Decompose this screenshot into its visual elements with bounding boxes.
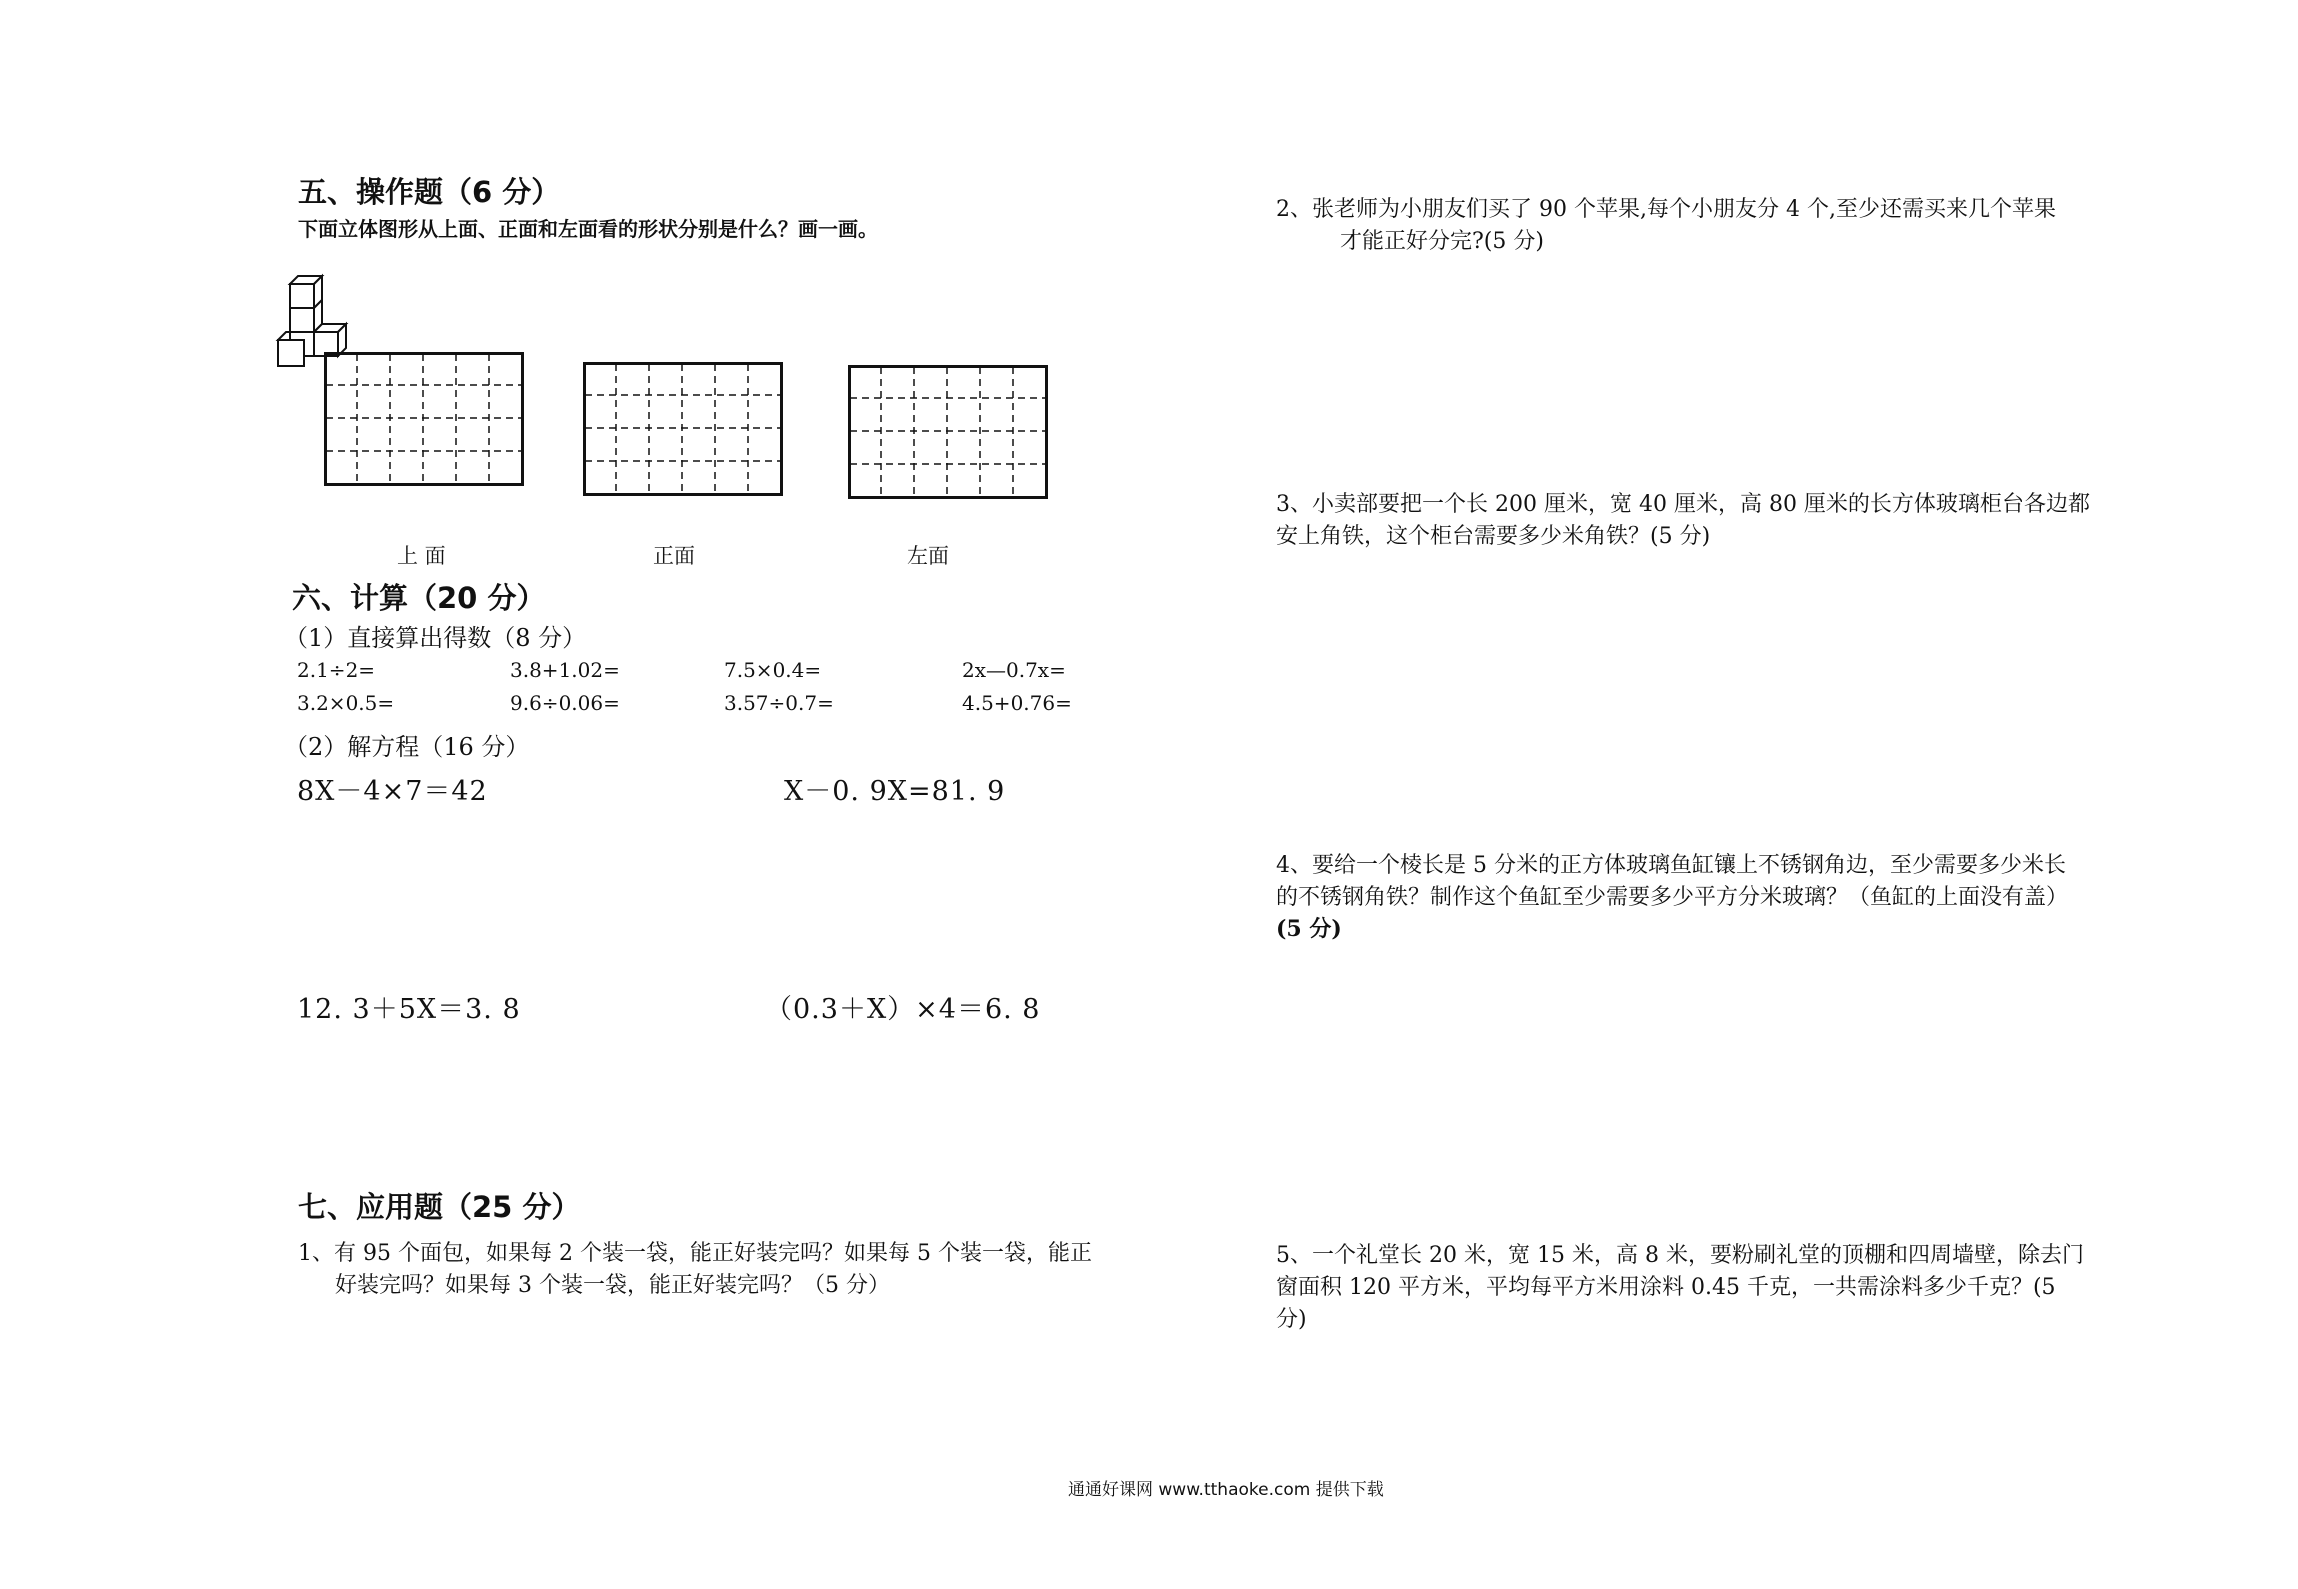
question-2-line: 才能正好分完?(5 分) xyxy=(1340,229,1544,254)
section7-heading: 七、应用题（25 分） xyxy=(298,1190,581,1224)
equation: 12. 3＋5X＝3. 8 xyxy=(297,994,521,1025)
section5-heading: 五、操作题（6 分） xyxy=(298,175,561,209)
footer-text: 通通好课网 www.tthaoke.com 提供下载 xyxy=(1068,1480,1384,1500)
section6-heading: 六、计算（20 分） xyxy=(292,581,546,615)
calc-item: 7.5×0.4= xyxy=(724,658,822,682)
question-5-line: 5、一个礼堂长 20 米，宽 15 米，高 8 米，要粉刷礼堂的顶棚和四周墙壁，除去门 xyxy=(1276,1243,2084,1268)
question-5-line: 窗面积 120 平方米，平均每平方米用涂料 0.45 千克，一共需涂料多少千克？(5 xyxy=(1276,1275,2056,1300)
label-top-view: 上 面 xyxy=(397,544,446,568)
question-1-line: 好装完吗？如果每 3 个装一袋，能正好装完吗？（5 分） xyxy=(335,1273,890,1298)
calc-item: 4.5+0.76= xyxy=(962,691,1072,715)
calc-item: 3.8+1.02= xyxy=(510,658,620,682)
calc-item: 3.2×0.5= xyxy=(297,691,395,715)
grid-front-view xyxy=(583,362,783,496)
label-left-view: 左面 xyxy=(907,544,949,568)
calc-item: 9.6÷0.06= xyxy=(510,691,620,715)
equation: X－0. 9X=81. 9 xyxy=(784,776,1006,807)
grid-left-view xyxy=(848,365,1048,499)
grid-top-view xyxy=(324,352,524,486)
part2-title: （2）解方程（16 分） xyxy=(284,733,530,761)
equation: （0.3＋X）×4＝6. 8 xyxy=(765,994,1041,1025)
question-4-line: 4、要给一个棱长是 5 分米的正方体玻璃鱼缸镶上不锈钢角边，至少需要多少米长 xyxy=(1276,853,2066,878)
label-front-view: 正面 xyxy=(653,544,695,568)
question-4-line: (5 分) xyxy=(1276,916,1342,942)
question-2-line: 2、张老师为小朋友们买了 90 个苹果,每个小朋友分 4 个,至少还需买来几个苹果 xyxy=(1276,197,2056,222)
section5-instruction: 下面立体图形从上面、正面和左面看的形状分别是什么？画一画。 xyxy=(298,217,878,241)
question-5-line: 分) xyxy=(1276,1307,1307,1332)
equation: 8X－4×7＝42 xyxy=(297,776,488,807)
question-3-line: 3、小卖部要把一个长 200 厘米，宽 40 厘米，高 80 厘米的长方体玻璃柜台各边都 xyxy=(1276,492,2090,517)
question-3-line: 安上角铁，这个柜台需要多少米角铁？(5 分) xyxy=(1276,524,1711,549)
question-4-line: 的不锈钢角铁？制作这个鱼缸至少需要多少平方分米玻璃？（鱼缸的上面没有盖） xyxy=(1276,885,2069,910)
question-1-line: 1、有 95 个面包，如果每 2 个装一袋，能正好装完吗？如果每 5 个装一袋，能正 xyxy=(298,1241,1092,1266)
calc-item: 2x—0.7x= xyxy=(962,658,1066,682)
calc-item: 2.1÷2= xyxy=(297,658,376,682)
calc-item: 3.57÷0.7= xyxy=(724,691,834,715)
part1-title: （1）直接算出得数（8 分） xyxy=(284,624,587,652)
